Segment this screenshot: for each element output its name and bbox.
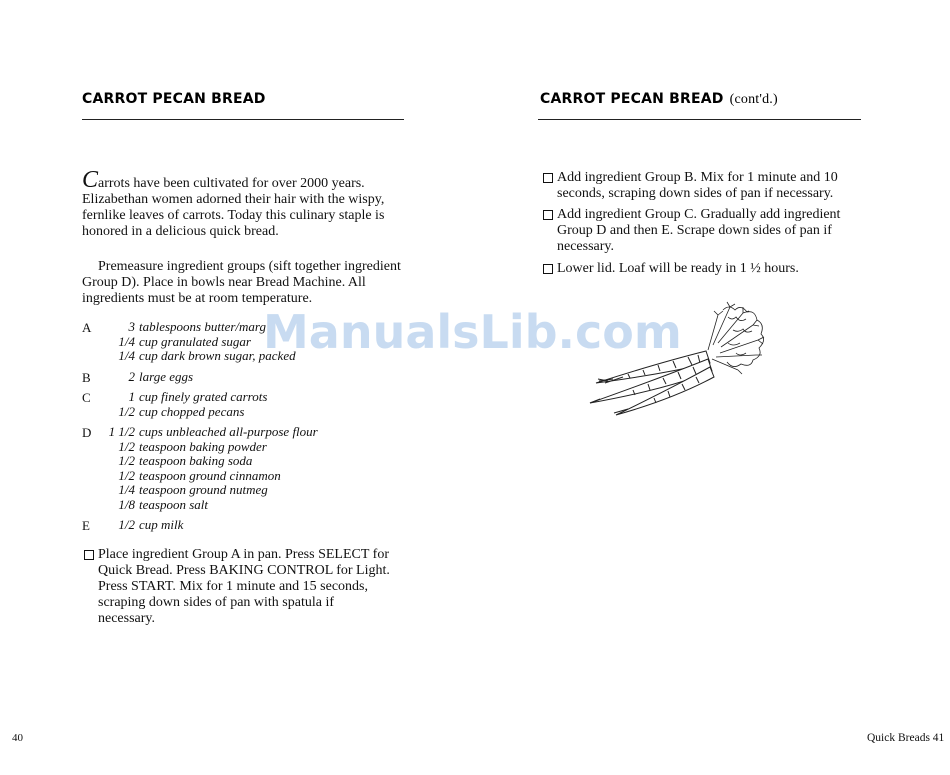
step-text: Add ingredient Group B. Mix for 1 minute and 10 seconds, scraping down sides of pan if necessary. [557, 170, 838, 201]
ingredient-line [82, 405, 412, 420]
ingredient-desc: teaspoon salt [139, 496, 208, 512]
page-number-left: 40 [12, 732, 23, 744]
ingredient-qty: 1/2 [118, 403, 135, 419]
ingredient-line [82, 469, 412, 484]
group-letter: E [82, 518, 90, 533]
step-3 [543, 207, 843, 255]
ingredient-line [82, 425, 412, 440]
intro-dropcap: C [82, 167, 99, 193]
ingredient-qty: 1 1/2 [108, 424, 135, 439]
ingredient-group [82, 425, 412, 512]
right-page [475, 0, 950, 775]
watermark-logo: ManualsLib.com [263, 305, 682, 359]
ingredient-desc: teaspoon baking powder [139, 438, 267, 454]
title-rule [538, 119, 861, 120]
premeasure-paragraph [82, 259, 412, 307]
checkbox-icon [543, 264, 553, 274]
checkbox-icon [543, 210, 553, 220]
ingredient-desc: tablespoons butter/marg [139, 319, 266, 334]
checkbox-icon [84, 550, 94, 560]
group-letter: D [82, 425, 92, 440]
intro-text: arrots have been cultivated for over 2000 years. Elizabethan women adorned their hair with the wispy, fernlike leaves of carrots. Today this culinary staple is honored in a delicious quick bread. [82, 176, 385, 239]
ingredient-qty: 1/8 [118, 496, 135, 512]
ingredient-desc: teaspoon ground cinnamon [139, 467, 281, 483]
ingredient-qty: 1/2 [118, 517, 135, 532]
ingredient-qty: 1/4 [118, 333, 135, 349]
step-1 [84, 547, 394, 627]
title-text: CARROT PECAN BREAD [540, 91, 724, 107]
ingredient-desc: teaspoon baking soda [139, 453, 253, 468]
recipe-title: CARROT PECAN BREAD [82, 91, 266, 107]
ingredient-desc: cup chopped pecans [139, 403, 245, 419]
ingredient-desc: cup granulated sugar [139, 333, 251, 349]
ingredient-group [82, 390, 412, 419]
ingredient-line [82, 370, 412, 385]
ingredient-line [82, 390, 412, 405]
ingredient-group [82, 370, 412, 385]
ingredient-desc: cups unbleached all-purpose flour [139, 424, 318, 439]
group-letter: B [82, 369, 91, 385]
ingredient-qty: 1/2 [118, 438, 135, 454]
ingredient-qty: 2 [128, 368, 135, 384]
step-4 [543, 261, 853, 277]
ingredient-qty: 1 [128, 389, 135, 404]
ingredient-line [82, 454, 412, 469]
ingredient-line [82, 440, 412, 455]
ingredient-desc: cup milk [139, 517, 184, 532]
step-2 [543, 170, 853, 202]
group-letter: C [82, 390, 91, 405]
ingredient-desc: cup finely grated carrots [139, 389, 268, 404]
ingredient-desc: teaspoon ground nutmeg [139, 482, 268, 497]
ingredient-line [82, 518, 412, 533]
title-rule [82, 119, 404, 120]
ingredient-line [82, 498, 412, 513]
checkbox-icon [543, 173, 553, 183]
step-text: Lower lid. Loaf will be ready in 1 ½ hours. [557, 261, 799, 276]
ingredient-qty: 1/2 [118, 467, 135, 483]
footer-section: Quick Breads [867, 732, 930, 744]
intro-paragraph [82, 167, 402, 240]
ingredient-group [82, 518, 412, 533]
recipe-title-continued [540, 91, 778, 108]
ingredient-qty: 1/4 [118, 348, 135, 363]
footer [867, 732, 944, 744]
premeasure-text: Premeasure ingredient groups (sift together ingredient Group D). Place in bowls near Bread Machine. All ingredients must be at room temperature. [82, 259, 401, 306]
page-number-right: 41 [932, 732, 945, 744]
step-text: Add ingredient Group C. Gradually add ingredient Group D and then E. Scrape down sides of pan if necessary. [557, 207, 841, 254]
ingredient-desc: cup dark brown sugar, packed [139, 348, 296, 363]
ingredient-line [82, 483, 412, 498]
group-letter: A [82, 320, 92, 335]
ingredient-qty: 1/2 [118, 453, 135, 468]
ingredient-qty: 1/4 [118, 482, 135, 497]
title-suffix: (cont'd.) [729, 92, 778, 107]
ingredient-desc: large eggs [139, 368, 194, 384]
ingredient-qty: 3 [128, 319, 135, 334]
step-text: Place ingredient Group A in pan. Press SELECT for Quick Bread. Press BAKING CONTROL for Light. Press START. Mix for 1 minute and 15 seconds, scraping down sides of pan with spatula if necessary. [98, 547, 390, 626]
